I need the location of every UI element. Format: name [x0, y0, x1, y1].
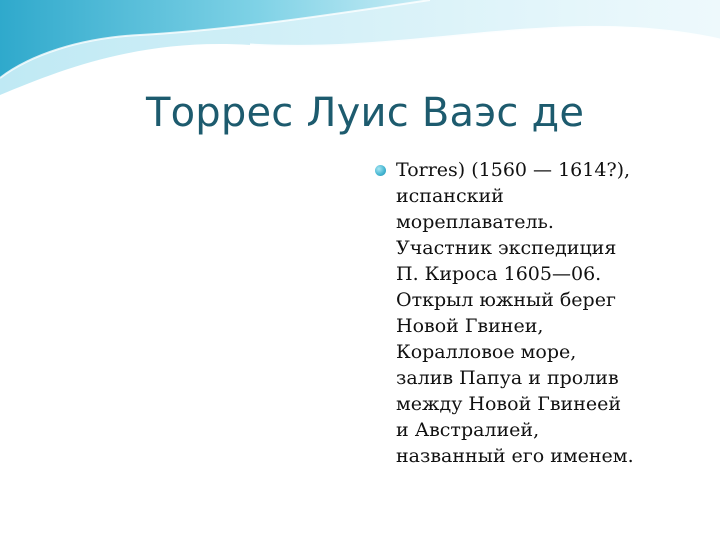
- bullet-list: [372, 157, 702, 469]
- bullet-item: [372, 157, 702, 469]
- bullet-text: Torres) (1560 — 1614?), испанский мореплаватель. Участник экспедиция П. Кироса 1605—06. Открыл южный берег Новой Гвинеи, Коралловое море, залив Папуа и пролив между Новой Гвинеей и Австралией, названный его именем.: [396, 159, 634, 467]
- bullet-dot-icon: [375, 165, 386, 176]
- slide-title: Торрес Луис Ваэс де: [146, 90, 585, 136]
